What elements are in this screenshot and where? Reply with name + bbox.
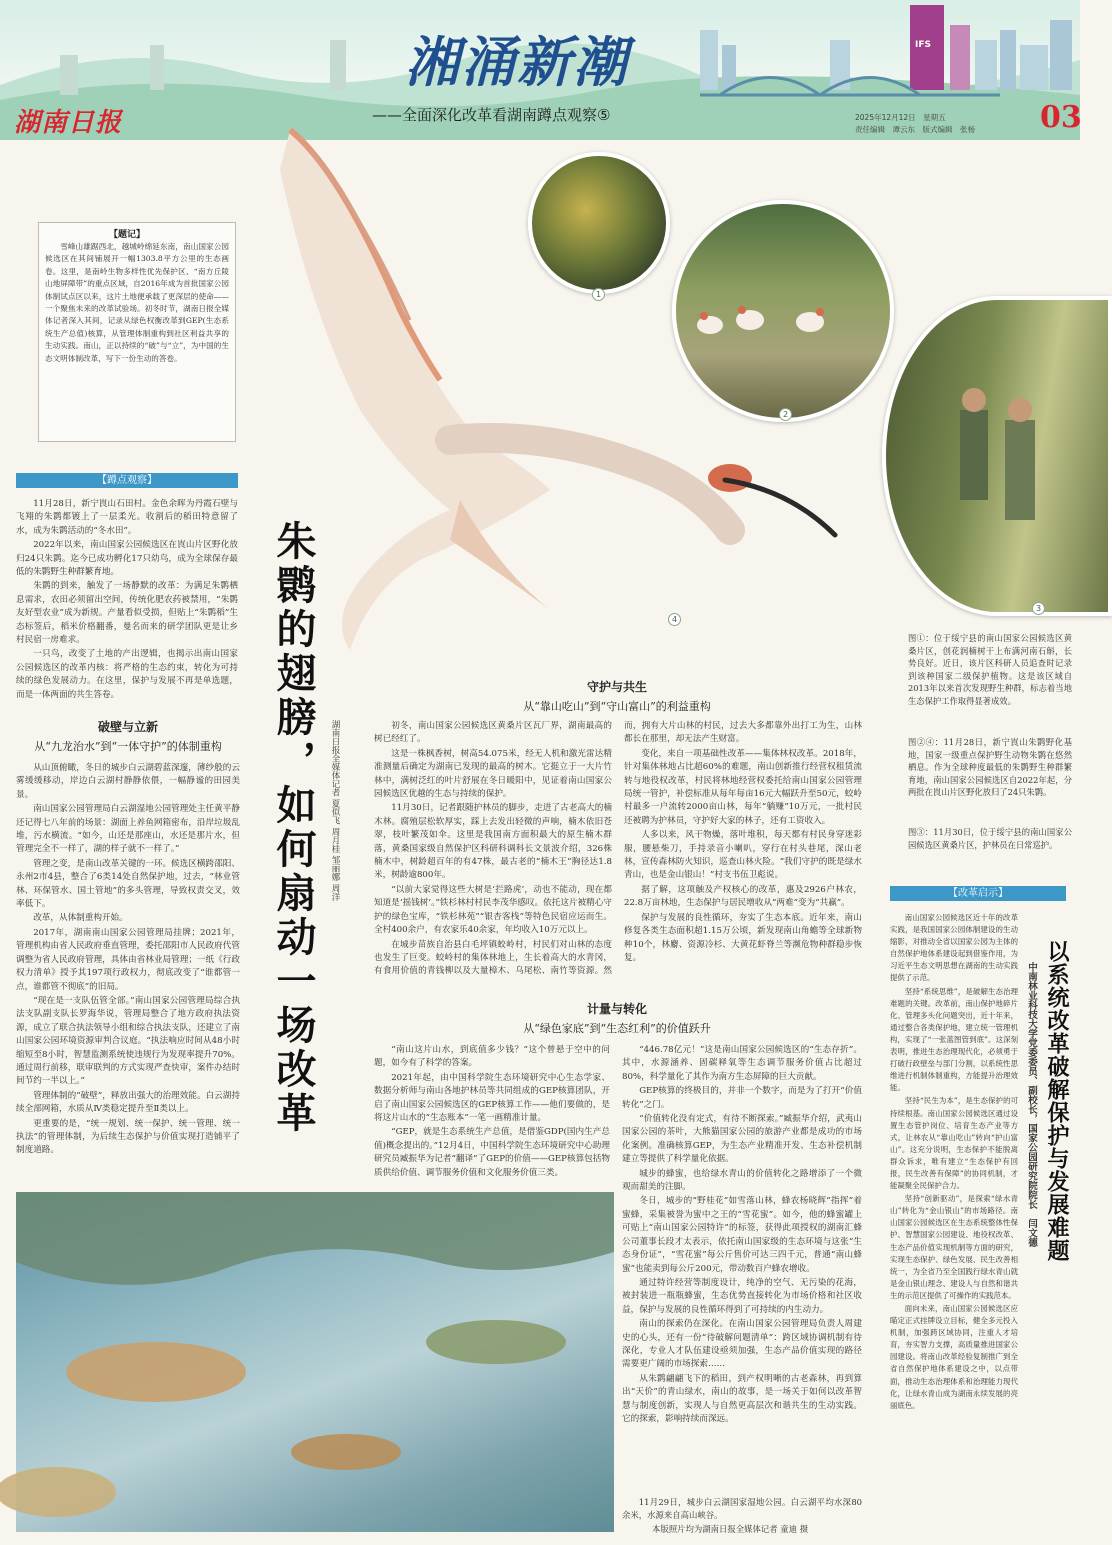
editor-credits: 责任编辑 谭云东 版式编辑 张杨 xyxy=(855,125,975,134)
ranger-figures xyxy=(950,370,1060,570)
column-title: 湘涌新潮 xyxy=(405,30,629,94)
section1-text: 从山顶俯瞰，冬日的城步白云湖碧蓝深邃，薄纱般的云雾缓缓移动，岸边白云湖村静静依偎，一幅静谧的田园美景。 南山国家公园管理局白云湖湿地公园管理处主任黄平静还记得七八年前的场景：湖面上养鱼网箱密布，沿岸垃圾乱堆，污水横流。“如今，山还是那座山，水还是那片水，但管理完全不一样了，湖的样子就不一样了。” 管理之变，是南山改革关键的一环。候选区横跨邵阳、永州2市4县，整合了6类14处自然保护地，过去，“林业管林、环保管水、国土管地”的多头管理，导致权责交叉，效率低下。 改革，从体制重构开始。 2017年，湖南南山国家公园管理局挂牌；2021年，管理机构由省人民政府垂直管理，委托邵阳市人民政府代管调整为省人民政府管理，具体由省林业局管理；一纸《行政权力清单》授予其197项行政权力，彻底改变了“谁都管一点，谁都管不彻底”的旧局。 “现在是一支队伍管全部。”南山国家公园管理局综合执法支队副支队长罗海华说，管理局整合了地方政府执法资源，成立了联合执法领导小组和综合执法支队，还建立了南山国家公园环境资源审判合议庭。“执法响应时间从48小时缩短至8小时，智慧监测系统使违规行为发现率提升70%。通过周行前移，联审联判的方式实现严查快审，案件办结时间节约一半以上。” 管理体制的“破壁”，释放出强大的治理效能。白云湖持续全部网箱，水质从Ⅳ类稳定提升至Ⅱ类以上。 更重要的是，“统一规划、统一保护、统一管理、统一执法”的管理体制，为后续生态保护与价值实现打造铺平了制度道路。 xyxy=(16,763,240,1156)
section2-title: 守护与共生 xyxy=(586,680,647,694)
lake-caption: 11月29日，城步白云湖国家湿地公园。白云湖平均水深80余米，水源来自高山峡谷。 xyxy=(622,1497,862,1520)
observation-tag: 【蹲点观察】 xyxy=(16,473,238,488)
section3-title: 计量与转化 xyxy=(586,1002,647,1016)
preface-text: 雪峰山雄踞西北，越城岭绵延东南，南山国家公园候选区在其间铺展开一幅1303.8平方公里的生态画卷。这里，是南岭生物多样性优先保护区、“南方丘陵山地屏障带”的重点区域，自2016年成为首批国家公园体制试点区以来，这片土地便承载了更深层的使命——一个聚焦未来的改革试验场。初冬时节，湖南日报全媒体记者深入其间，记录从绿色权衡改革到GEP(生态系统生产总值)核算，从管理体制重构到社区利益共享的生动实践。南山，正以持续的“破”与“立”，为中国的生态文明体制改革，写下一份生动的答卷。 xyxy=(45,242,229,363)
section1-subtitle: 从“九龙治水”到“一体守护”的体制重构 xyxy=(34,740,222,753)
reform-tag: 【改革启示】 xyxy=(890,886,1066,901)
reform-text: 南山国家公园候选区近十年的改革实践，是我国国家公园体制建设的生动缩影，对推动全省以国家公园为主体的自然保护地体系建设起到借鉴作用，为习近平生态文明思想在湖南的生动实践提供了示范。 坚持“系统思维”，是破解生态治理难题的关键。改革前，南山保护地碎片化、管理多头化问题突出，近十年来，通过整合各类保护地，建立统一管理机构，实现了“一张蓝图管到底”。这深刻表明，推进生态治理现代化，必须勇于打破行政壁垒与部门分割，以系统性思维进行机制体制重构，方能提升治理效能。 坚持“民生为本”，是生态保护的可持续根基。南山国家公园候选区通过设置生态管护岗位、培育生态产业等方式，让林农从“靠山吃山”转向“护山富山”。这充分说明，生态保护不能脱离群众诉求，唯有建立“生态保护有回报，民生改善有保障”的协同机制，才能凝聚全民保护合力。 坚持“创新驱动”，是探索“绿水青山”转化为“金山银山”的市场路径。南山国家公园候选区在生态系统整体性保护、智慧国家公园建设、地役权改革、生态产品价值实现机制等方面的研究，实现生态保护、绿色发展、民生改善相统一，为全省乃至全国践行绿水青山就是金山银山理念、建设人与自然和谐共生的示范区提供了可操作的实践范本。 面向未来，南山国家公园候选区应瞄定正式挂牌设立目标，健全多元投入机制，加强跨区域协同，注重人才培育，夯实智力支撑，高质量推进国家公园建设。将南山改革经验复制推广到全省自然保护地体系建设之中，以点带面，推动生态治理体系和治理能力现代化，让绿水青山成为湖南永续发展的亮丽底色。 xyxy=(890,913,1018,1410)
photo-1-dendrobium xyxy=(528,152,670,294)
caption-photo-1: 图①：位于绥宁县的南山国家公园候选区黄桑片区，创花润楠树干上布满河南石斛，长势良好。近日，该片区科研人员追查时记录到该种国家二级保护植物。这是该区域自2013年以来首次发现野生种群，标志着当地生态保护工作取得显著成效。 xyxy=(908,633,1072,706)
photo-number-4: 4 xyxy=(668,613,681,626)
section1 xyxy=(16,718,240,754)
photo-number-1: 1 xyxy=(592,288,605,301)
section1-title: 破壁与立新 xyxy=(97,720,158,734)
ibis-silhouettes xyxy=(690,290,850,350)
photo-number-3: 3 xyxy=(1032,602,1045,615)
lake-islands xyxy=(16,1192,614,1532)
issue-date: 2025年12月12日 星期五 xyxy=(855,113,946,122)
section3-subtitle: 从“绿色家底”到“生态红利”的价值跃升 xyxy=(523,1022,711,1035)
series-title: ——全面深化改革看湖南蹲点观察⑤ xyxy=(372,106,611,124)
reform-headline: 以系统改革破解保护与发展难题 xyxy=(1044,940,1069,1262)
observation-text: 11月28日，新宁崀山石田村。金色余晖为丹霞石壁与飞翔的朱鹮都镀上了一层柔光。收割后的稻田特意留了水，成为朱鹮活动的“冬水田”。 2022年以来，南山国家公园候选区在崀山片区野化放归24只朱鹮。迄今已成功孵化17只幼鸟，成为全球保存最低的朱鹮野生种群繁育地。 朱鹮的到来，触发了一场静默的改革：为满足朱鹮栖息需求，农田必须留出空间，传统化肥农药被禁用，“朱鹮友好型农业”成为新规。产量看似受损，但贴上“朱鹮稻”生态标签后，稻米价格翻番，曼名而来的研学团队更是让乡村民宿一房难求。 一只鸟，改变了土地的产出逻辑，也揭示出南山国家公园候选区的改革内核：将严格的生态约束，转化为可持续的绿色发展动力。在这里，保护与发展不再是单选题，而是一体两面的共生答卷。 xyxy=(16,499,238,700)
page-number: 03 xyxy=(1040,100,1082,135)
section3-text-col2: “446.78亿元！”这是南山国家公园候选区的“生态存折”。其中，水源涵养、固碳释氧等生态调节服务价值占比超过80%，科学量化了其作为南方生态屏障的巨大贡献。 GEP核算的终极目的，并非一个数字，而是为了打开“价值转化”之门。 “价值转化没有定式，有待不断探索。”臧振华介绍，武夷山国家公园的茶叶，大熊猫国家公园的旅游产业都是成功的市场化案例。准确核算GEP，为生态产业精准开发、生态补偿机制建立等提供了科学量化依据。 城步的蜂蜜，也给绿水青山的价值转化之路增添了一个微观而甜美的注脚。 冬日，城步的“野桂花”如雪落山林，蜂农杨晓辉“指挥”着蜜蜂，采集被誉为蜜中之王的“雪花蜜”。如今，他的蜂蜜罐上可贴上“南山国家公园特许”的标签，获得此项授权的湖南汇蜂公司董事长段才太表示，依托南山国家级的生态环境与这张“生态身份证”，“雪花蜜”每公斤售价可达三四千元，普通“南山蜂蜜”也能卖到每公斤200元，带动数百户蜂农增收。 通过特许经营等制度设计，纯净的空气、无污染的花海，被封装进一瓶瓶蜂蜜，生态优势直接转化为市场价格和社区收益，保护与发展的良性循环得到了可持续的内生动力。 南山的探索仍在深化。在南山国家公园管理局负责人周建史的心头，还有一份“待破解问题清单”：跨区域协调机制有待深化，专业人才队伍建设亟须加强，生态产品价值实现的路径需要更广阔的市场探索…… 从朱鹮翩翩飞下的稻田，到产权明晰的古老森林，再到算出“天价”的青山绿水，南山的故事，是一场关于如何以改革智慧与制度创新，实现人与自然更高层次和谐共生的生动实践。它的探索，影响持续而深远。 xyxy=(622,1045,862,1424)
section2-subtitle: 从“靠山吃山”到“守山富山”的利益重构 xyxy=(523,700,711,713)
photo-number-2: 2 xyxy=(779,408,792,421)
caption-photo-3: 图③：11月30日，位于绥宁县的南山国家公园候选区黄桑片区，护林员在日常巡护。 xyxy=(908,827,1072,850)
byline: 湖南日报全媒体记者 夏似飞 周月桂 邹丽娜 周洋 xyxy=(330,720,340,901)
section3-text-col1: “南山这片山水，到底值多少钱？”这个曾悬于空中的问题，如今有了科学的答案。 2021年起，由中国科学院生态环境研究中心生态学家、数据分析师与南山各地护林员等共同组成的GEP核算团队，开启了南山国家公园候选区的GEP核算工作——他们要做的，是将这片山水的“生态账本”一笔一画精准计量。 “GEP，就是生态系统生产总值，是借鉴GDP(国内生产总值)概念提出的。”12月4日，中国科学院生态环境研究中心助理研究员臧振华为记者“翻译”了GEP的价值——GEP核算包括物质供给价值、调节服务价值和文化服务价值三类。 xyxy=(374,1045,610,1178)
preface-tag: 【题记】 xyxy=(109,230,146,240)
section2 xyxy=(372,678,862,714)
baiyun-lake-photo xyxy=(16,1192,614,1532)
preface-box xyxy=(38,222,236,442)
reform-author: 中南林业科技大学党委委员、副校长，国家公园研究院院长 闫文德 xyxy=(1026,962,1037,1247)
main-headline: 朱鹮的翅膀，如何扇动一场改革 xyxy=(270,520,316,1136)
building-sign: IFS xyxy=(915,40,931,50)
section3 xyxy=(372,1000,862,1036)
photo-credit: 本版照片均为湖南日报全媒体记者 童迪 摄 xyxy=(652,1524,809,1534)
caption-photo-2-4: 图②④：11月28日，新宁崀山朱鹮野化基地，国家一级重点保护野生动物朱鹮在悠然栖息。作为全球种度最低的朱鹮野生种群繁育地，南山国家公园候选区自2022年起，分两批在崀山片区野化放归了24只朱鹮。 xyxy=(908,737,1072,798)
section2-text: 初冬，南山国家公园候选区黄桑片区瓦厂界，湖南最高的树已经红了。 这是一株枫香树，树高54.075米，经无人机和激光雷达精准测量后确定为湖南已发现的最高的树木。它挺立于一大片竹林中，满树泛红的叶片舒展在冬日暖阳中，见证着南山国家公园候选区优越的生态与持续的保护。 11月30日，记者跟随护林员的脚步，走进了古老高大的楠木林。腐殖层松软厚实，踩上去发出轻微的声响，楠木依旧苍翠，枝叶繁茂如伞。这里是我国南方面积最大的原生楠木群落，黄桑国家级自然保护区科研科调科长文景波介绍，326株楠木中，树龄超百年的有47株，最古老的“楠木王”胸径达1.8米，树龄逾800年。 “以前大家觉得这些大树是‘拦路虎’，动也不能动，现在都知道是‘摇钱树’。”铁杉林村村民李茂华感叹。依托这片被精心守护的绿色宝库，“铁杉林苑”“银杏客栈”等特色民宿应运而生。全村400余户，有农家乐40余家，年均收入10万元以上。 在城步苗族自治县白毛坪镇蛟岭村，村民们对山林的态度也发生了巨变。蛟岭村的集体林地上，生长着高大的水青冈，有食用价值的青钱柳以及大量樟木、乌尾松、南竹等资源。然而，拥有大片山林的村民，过去大多都靠外出打工为生，山林都长在那里，却无法产生财富。 变化，来自一项基础性改革——集体林权改革。2018年，针对集体林地占比超60%的难题，南山创新推行经营权租赁流转与地役权改革，村民将林地经营权委托给南山国家公园管理局统一管护，补偿标准从每年每亩16元大幅跃升至50元，蛟岭村最多一户流转2000亩山林，每年“躺赚”10万元，一批村民还被聘为护林员，守护好大家的林子，还有工资收入。 人多以来，风干物燥，落叶堆积，每天都有村民身穿迷彩服，腰悬柴刀，手持录音小喇叭，穿行在村头巷尾，深山老林，宣传森林防火知识，巡查山林火险。“我们守护的既是绿水青山，也是金山银山！”村支书伍卫彪说。 据了解，这项触及产权核心的改革，惠及2926户林农，22.8万亩林地，生态保护与居民增收从“两难”变为“共赢”。 保护与发展的良性循环，夯实了生态本底。近年来，南山修复各类生态面积超1.15万公顷，新发现南山角蟾等全球新物种10个，林麝、资源冷杉、大黄花虾脊兰等濒危物种群稳步恢复。 xyxy=(374,721,862,977)
newspaper-logo: 湖南日报 xyxy=(14,108,123,138)
